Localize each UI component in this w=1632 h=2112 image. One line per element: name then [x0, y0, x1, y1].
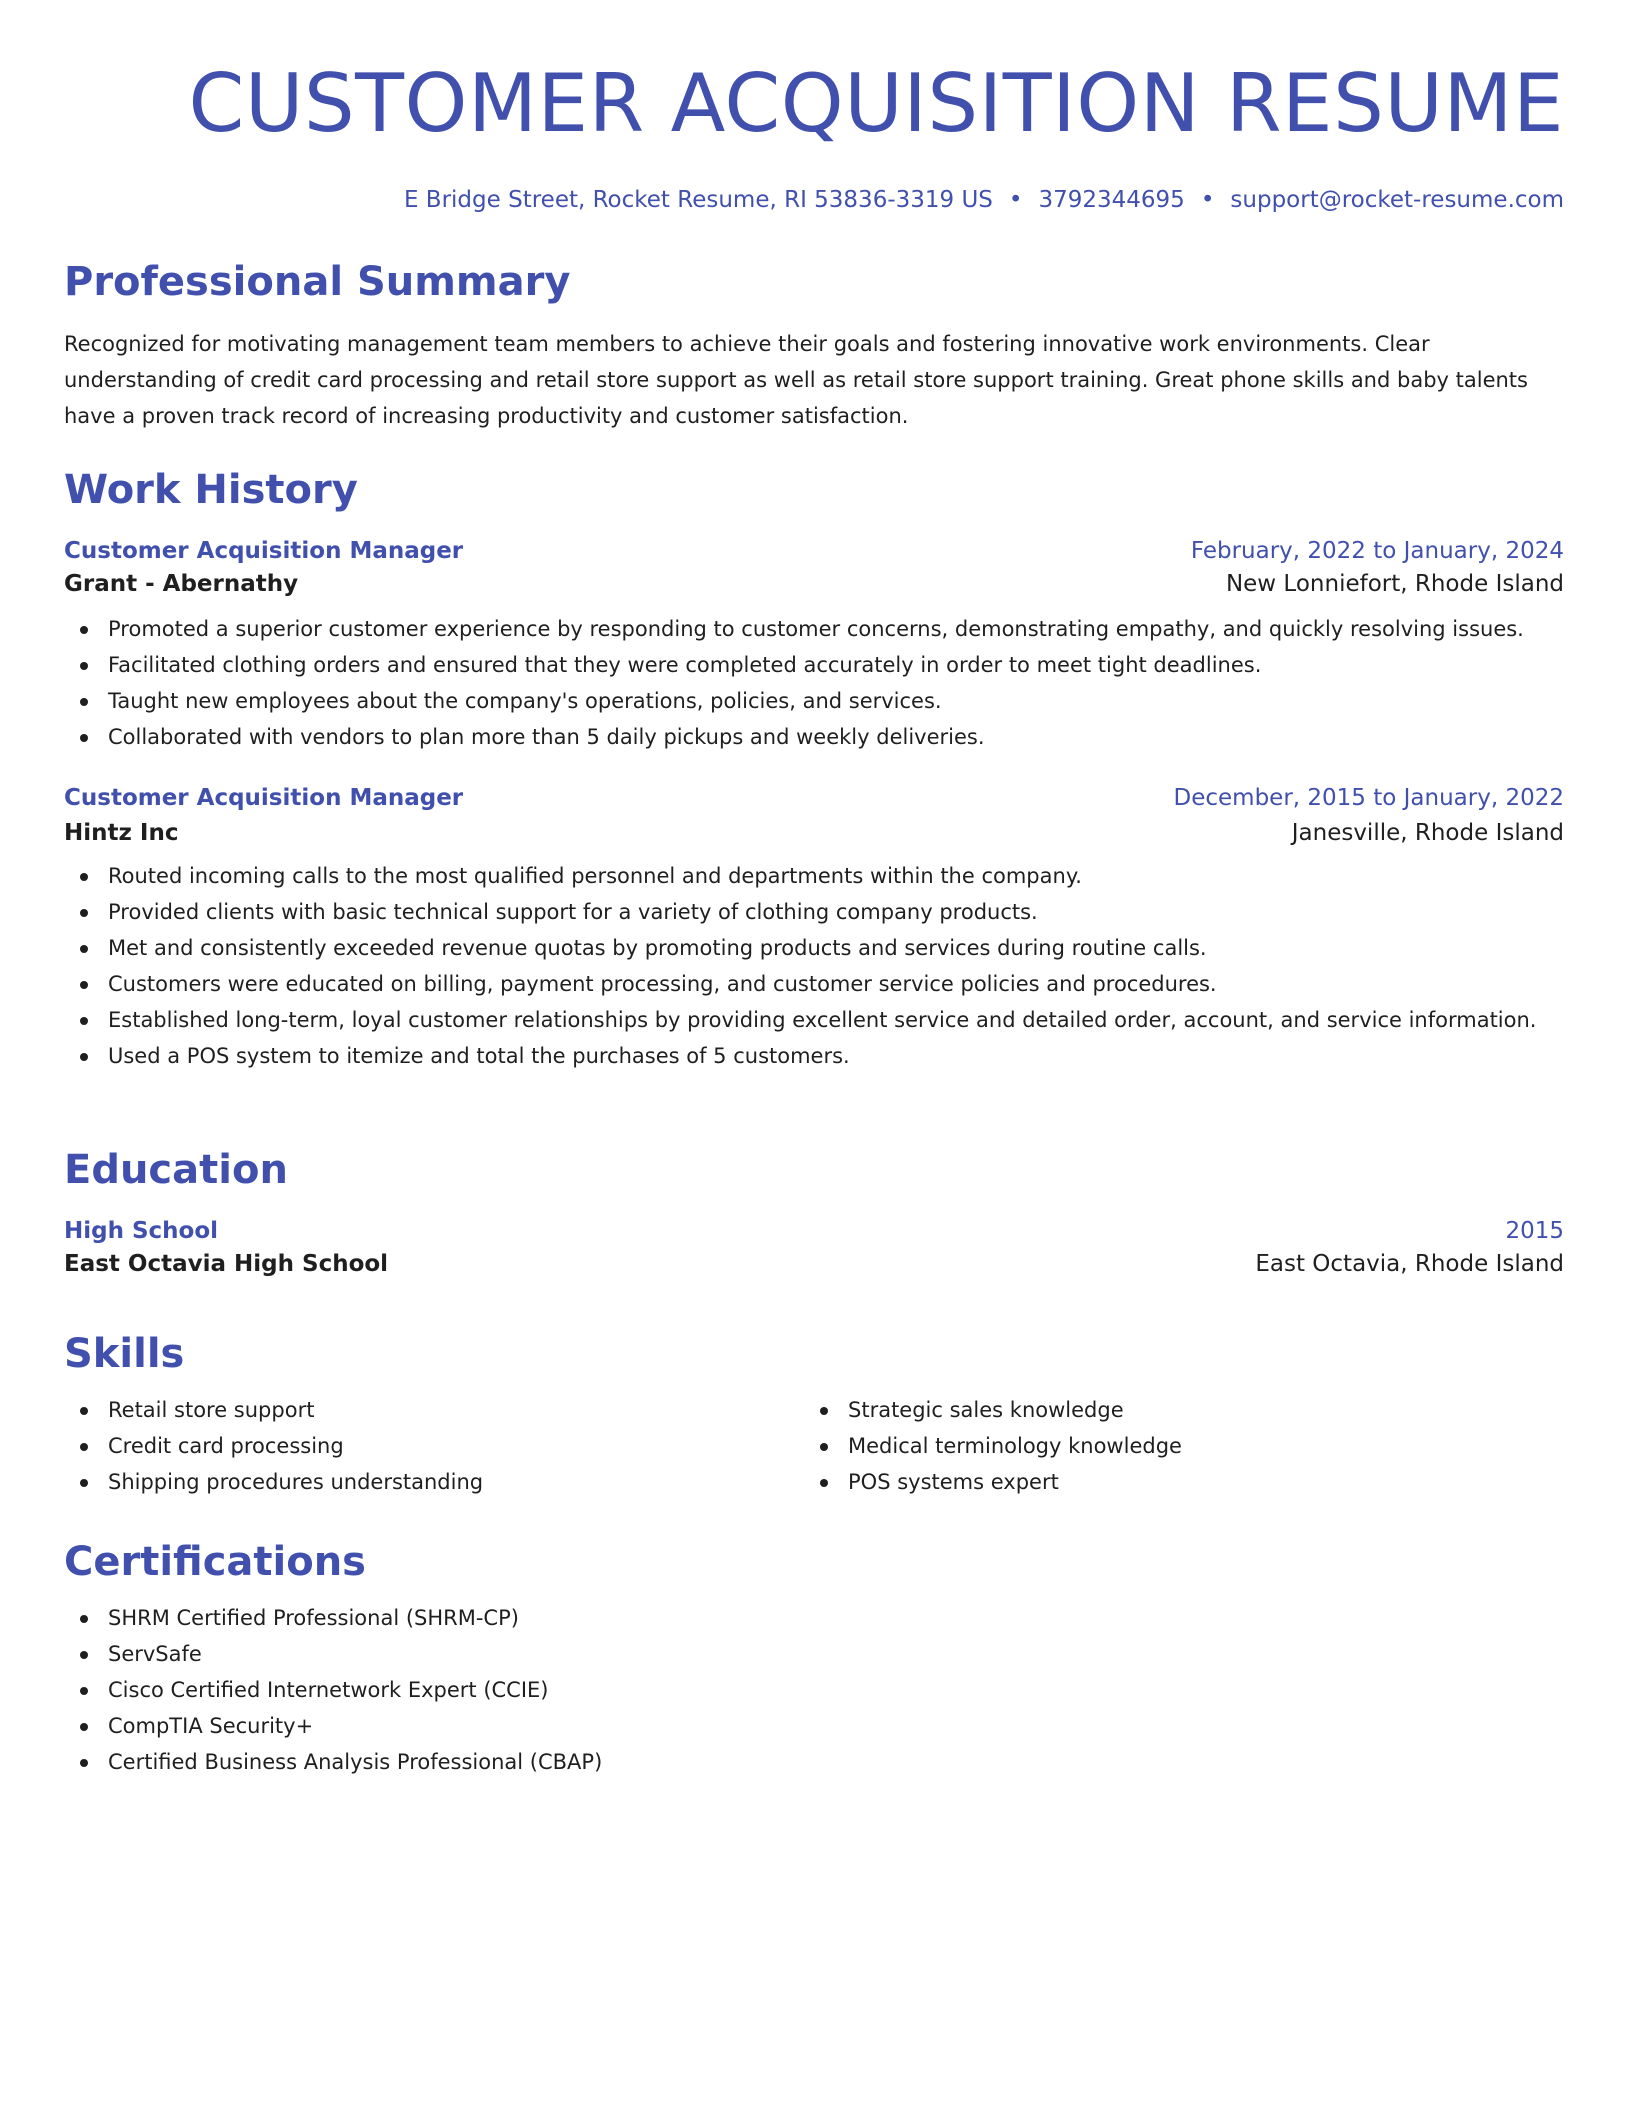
skills-grid: [64, 1392, 1564, 1500]
job-location: Janesville, Rhode Island: [1291, 820, 1564, 846]
skill-item: Shipping procedures understanding: [64, 1464, 804, 1500]
job-company-row: [64, 820, 1564, 846]
education-heading: Education: [64, 1147, 288, 1193]
skills-column-left: [64, 1392, 804, 1500]
resume-page: [64, 0, 1564, 1774]
job-bullet: Routed incoming calls to the most qualified personnel and departments within the company.: [64, 858, 1564, 894]
resume-name: CUSTOMER ACQUISITION RESUME: [188, 57, 1564, 150]
contact-address: E Bridge Street, Rocket Resume, RI 53836-3319 US: [403, 187, 993, 213]
contact-separator: •: [1200, 187, 1215, 213]
job-title: Customer Acquisition Manager: [64, 785, 464, 811]
certifications-section: [64, 1538, 602, 1780]
job-header-row: [64, 538, 1564, 564]
job-bullet: Collaborated with vendors to plan more than 5 daily pickups and weekly deliveries.: [64, 719, 1564, 755]
job-bullets: [64, 611, 1564, 755]
education-section: [64, 1146, 1564, 1277]
contact-line: [64, 186, 1564, 214]
contact-email: support@rocket-resume.com: [1230, 187, 1564, 213]
work-history-section: [64, 466, 1564, 1074]
job-header-row: [64, 785, 1564, 811]
certifications-heading: Certifications: [64, 1539, 366, 1585]
summary-heading: Professional Summary: [64, 259, 571, 305]
skill-item: Medical terminology knowledge: [804, 1428, 1544, 1464]
job-bullet: Promoted a superior customer experience by responding to customer concerns, demonstrating empathy, and quickly resolving issues.: [64, 611, 1564, 647]
job-location: New Lonniefort, Rhode Island: [1225, 571, 1564, 597]
job-bullet: Customers were educated on billing, payment processing, and customer service policies and procedures.: [64, 966, 1564, 1002]
job-company: Grant - Abernathy: [64, 571, 299, 597]
skills-column-right: [804, 1392, 1544, 1500]
skills-heading: Skills: [64, 1331, 185, 1377]
job-entry: [64, 785, 1564, 1074]
job-bullet: Met and consistently exceeded revenue quotas by promoting products and services during routine calls.: [64, 930, 1564, 966]
certification-item: SHRM Certified Professional (SHRM-CP): [64, 1600, 602, 1636]
certification-item: ServSafe: [64, 1636, 602, 1672]
skills-section: [64, 1330, 1564, 1500]
job-entry: [64, 538, 1564, 755]
resume-header: [64, 0, 1564, 214]
education-location: East Octavia, Rhode Island: [1255, 1251, 1564, 1277]
certifications-list: [64, 1600, 602, 1780]
job-company: Hintz Inc: [64, 820, 179, 846]
skill-item: POS systems expert: [804, 1464, 1544, 1500]
education-degree: High School: [64, 1218, 219, 1244]
job-bullet: Provided clients with basic technical support for a variety of clothing company products.: [64, 894, 1564, 930]
contact-separator: •: [1008, 187, 1023, 213]
skill-item: Strategic sales knowledge: [804, 1392, 1544, 1428]
job-title: Customer Acquisition Manager: [64, 538, 464, 564]
work-history-heading: Work History: [64, 467, 358, 513]
certification-item: Certified Business Analysis Professional (CBAP): [64, 1744, 602, 1780]
job-bullet: Established long-term, loyal customer relationships by providing excellent service and detailed order, account, and service information.: [64, 1002, 1564, 1038]
job-bullet: Facilitated clothing orders and ensured that they were completed accurately in order to meet tight deadlines.: [64, 647, 1564, 683]
education-header-row: [64, 1218, 1564, 1244]
education-year: 2015: [1505, 1218, 1564, 1244]
job-bullet: Taught new employees about the company's operations, policies, and services.: [64, 683, 1564, 719]
job-dates: December, 2015 to January, 2022: [1173, 785, 1564, 811]
skill-item: Credit card processing: [64, 1428, 804, 1464]
job-bullets: [64, 858, 1564, 1074]
job-bullet: Used a POS system to itemize and total the purchases of 5 customers.: [64, 1038, 1564, 1074]
summary-section: [64, 258, 1564, 434]
certification-item: Cisco Certified Internetwork Expert (CCIE): [64, 1672, 602, 1708]
skill-item: Retail store support: [64, 1392, 804, 1428]
contact-phone: 3792344695: [1038, 187, 1185, 213]
summary-text: Recognized for motivating management team members to achieve their goals and fostering innovative work environments. Clear understanding of credit card processing and retail store support as well as retail store support training. Great phone skills and baby talents have a proven track record of increasing productivity and customer satisfaction.: [64, 332, 1528, 428]
job-company-row: [64, 571, 1564, 597]
education-school: East Octavia High School: [64, 1251, 389, 1277]
certification-item: CompTIA Security+: [64, 1708, 602, 1744]
education-school-row: [64, 1251, 1564, 1277]
job-dates: February, 2022 to January, 2024: [1190, 538, 1564, 564]
